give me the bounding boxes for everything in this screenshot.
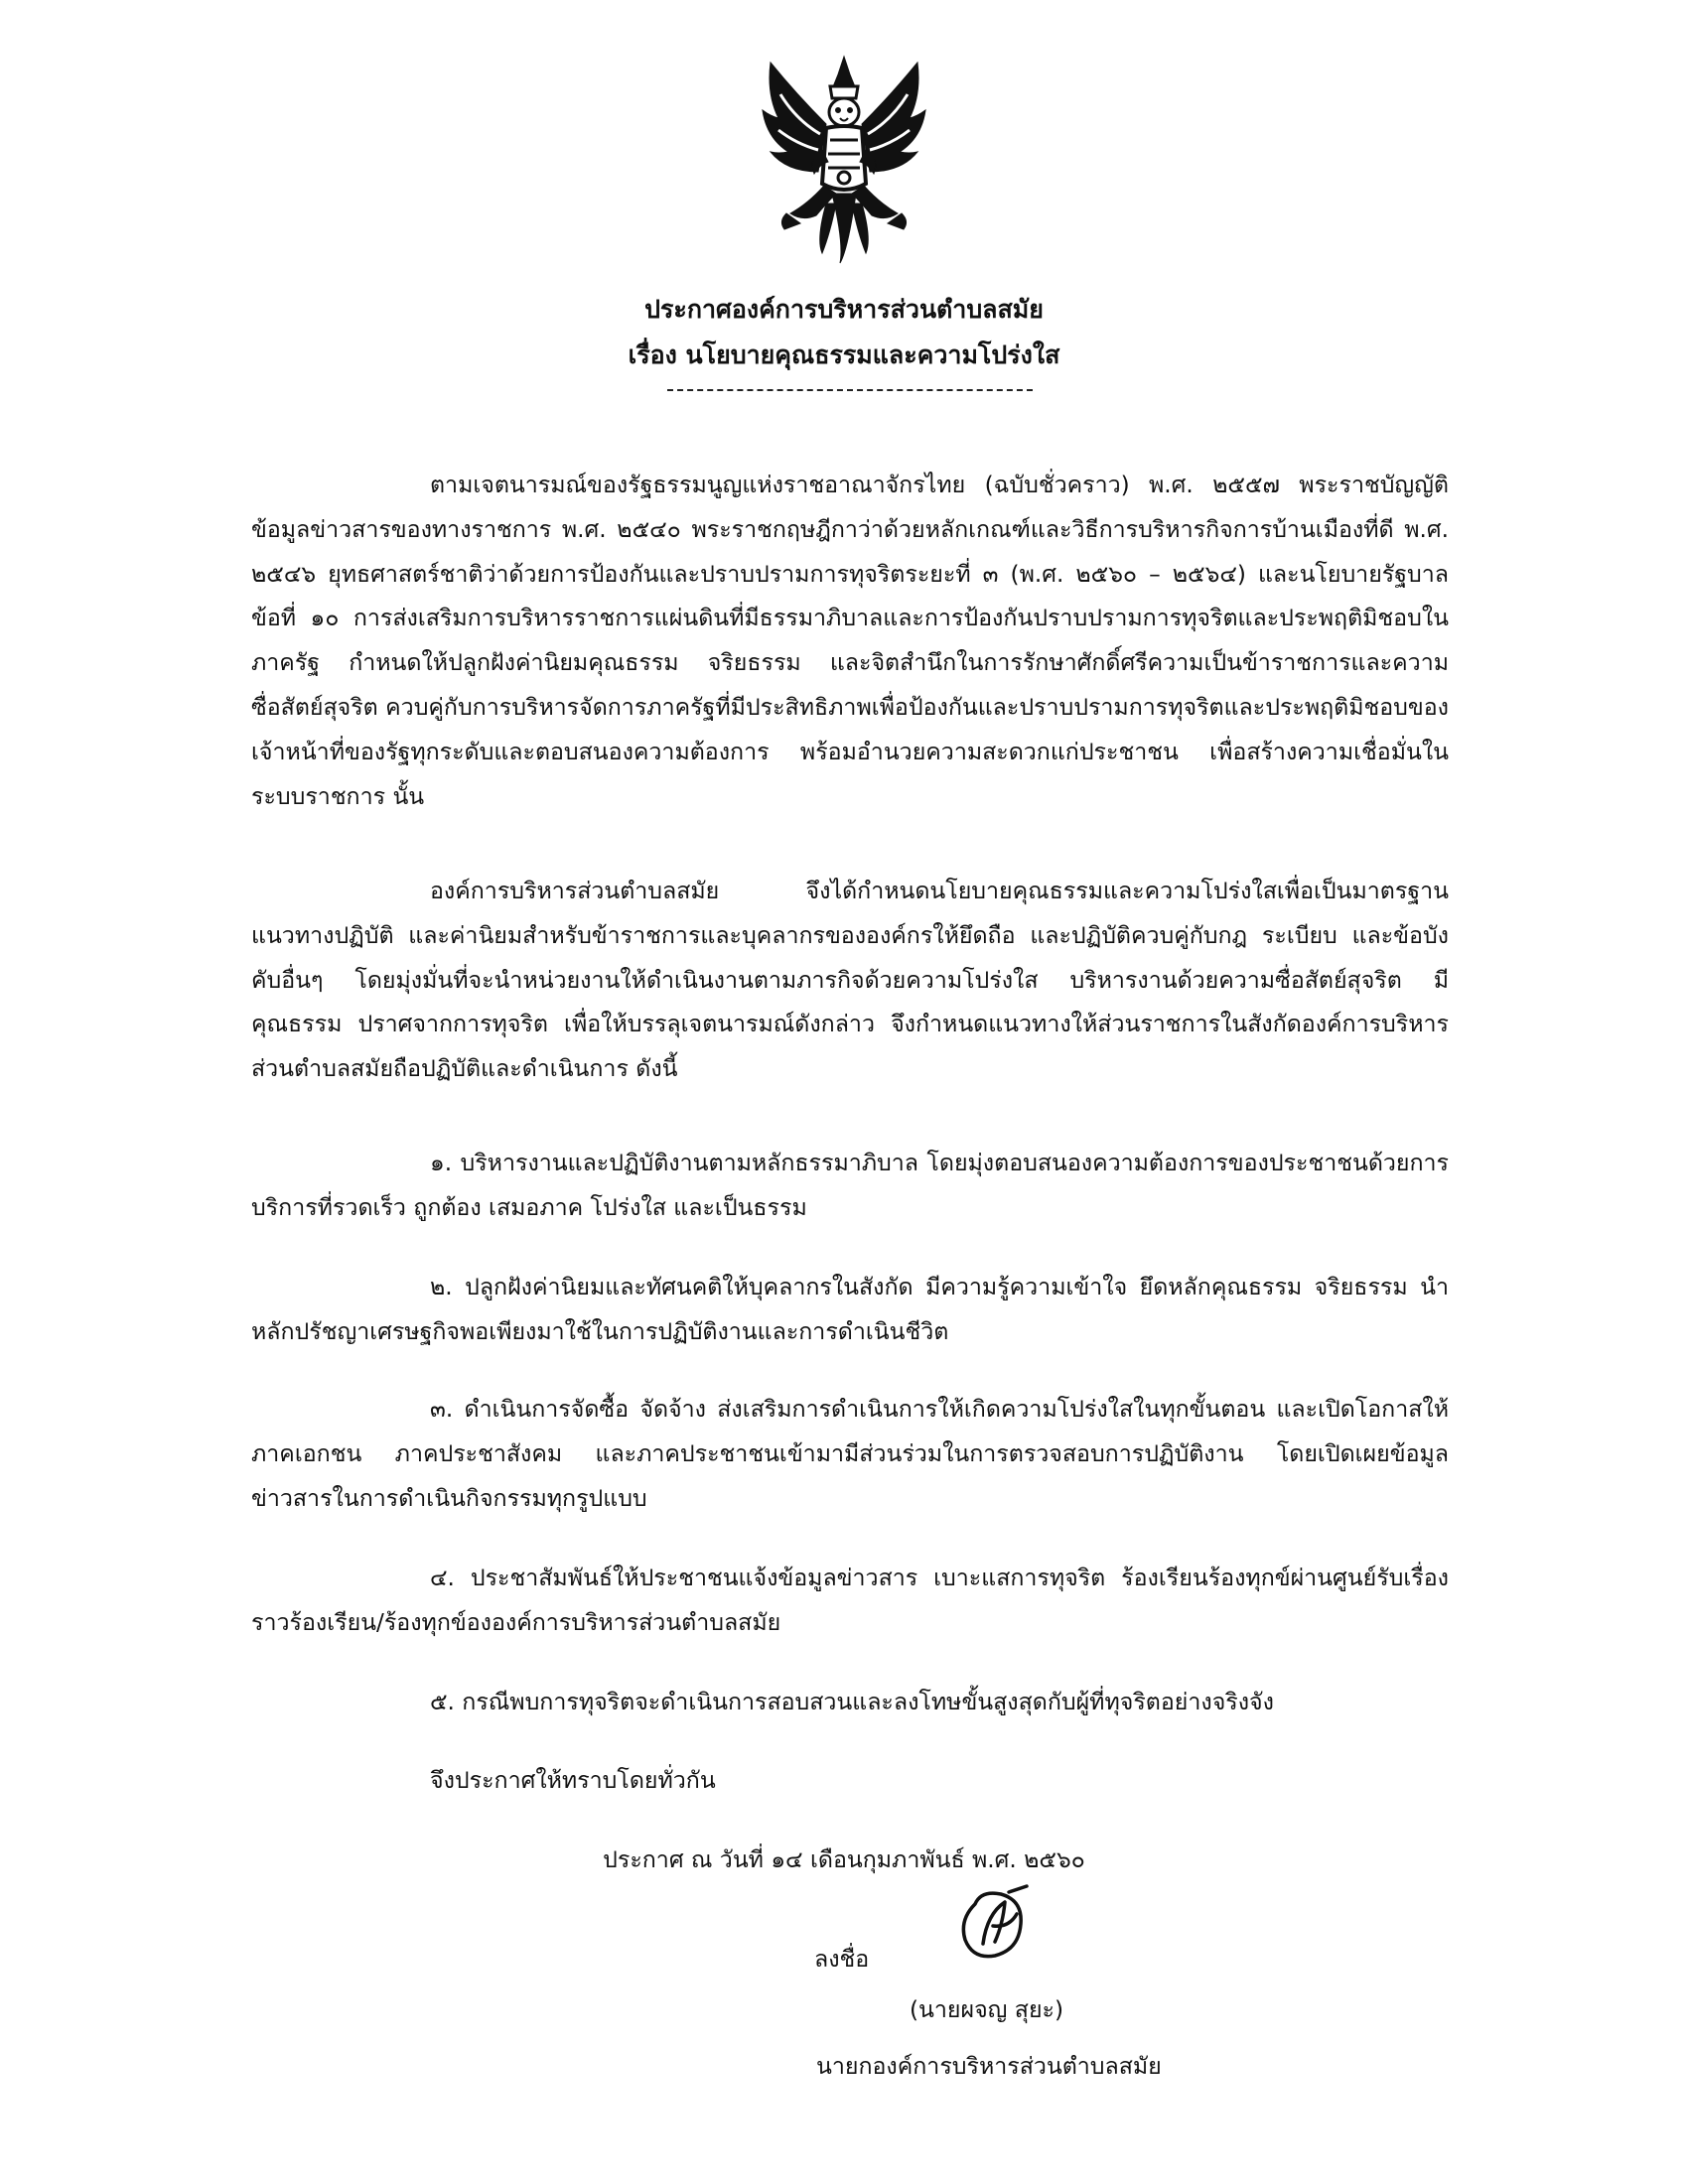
- signer-name: (นายผจญ สุยะ): [910, 1996, 1064, 2023]
- title-divider: [667, 389, 1033, 391]
- closing-statement: จึงประกาศให้ทราบโดยทั่วกัน: [430, 1767, 716, 1794]
- handwritten-signature-icon: [953, 1884, 1039, 1964]
- sign-label: ลงชื่อ: [814, 1946, 870, 1973]
- announcement-date: ประกาศ ณ วันที่ ๑๔ เดือนกุมภาพันธ์ พ.ศ. ๒๕๖๐: [603, 1846, 1085, 1873]
- policy-item: ๕. กรณีพบการทุจริตจะดำเนินการสอบสวนและลงโทษขั้นสูงสุดกับผู้ที่ทุจริตอย่างจริงจัง: [430, 1689, 1274, 1715]
- announcement-subject: เรื่อง นโยบายคุณธรรมและความโปร่งใส: [628, 341, 1060, 369]
- policy-item: ๑. บริหารงานและปฏิบัติงานตามหลักธรรมาภิบาล โดยมุ่งตอบสนองความต้องการของประชาชนด้วยการบริการที่รวดเร็ว ถูกต้อง เสมอภาค โปร่งใส และเป็นธรรม: [251, 1150, 1449, 1221]
- announcement-title: ประกาศองค์การบริหารส่วนตำบลสมัย: [644, 295, 1044, 324]
- policy-paragraph: องค์การบริหารส่วนตำบลสมัย จึงได้กำหนดนโยบายคุณธรรมและความโปร่งใสเพื่อเป็นมาตรฐาน แนวทางปฏิบัติ และค่านิยมสำหรับข้าราชการและบุคลากรขององค์กรให้ยึดถือ และปฏิบัติควบคู่กับกฎ ระเบียบ และข้อบังคับอื่นๆ โดยมุ่งมั่นที่จะนำหน่วยงานให้ดำเนินงานตามภารกิจด้วยความโปร่งใส บริหารงานด้วยความซื่อสัตย์สุจริต มีคุณธรรม ปราศจากการทุจริต เพื่อให้บรรลุเจตนารมณ์ดังกล่าว จึงกำหนดแนวทางให้ส่วนราชการในสังกัดองค์การบริหารส่วนตำบลสมัยถือปฏิบัติและดำเนินการ ดังนี้: [251, 878, 1449, 1083]
- policy-item: ๔. ประชาสัมพันธ์ให้ประชาชนแจ้งข้อมูลข่าวสาร เบาะแสการทุจริต ร้องเรียนร้องทุกข์ผ่านศูนย์รับเรื่องราวร้องเรียน/ร้องทุกข์ององค์การบริหารส่วนตำบลสมัย: [251, 1565, 1449, 1636]
- garuda-emblem-icon: [757, 55, 931, 265]
- policy-item: ๓. ดำเนินการจัดซื้อ จัดจ้าง ส่งเสริมการดำเนินการให้เกิดความโปร่งใสในทุกขั้นตอน และเปิดโอกาสให้ภาคเอกชน ภาคประชาสังคม และภาคประชาชนเข้ามามีส่วนร่วมในการตรวจสอบการปฏิบัติงาน โดยเปิดเผยข้อมูลข่าวสารในการดำเนินกิจกรรมทุกรูปแบบ: [251, 1396, 1449, 1512]
- policy-item: ๒. ปลูกฝังค่านิยมและทัศนคติให้บุคลากรในสังกัด มีความรู้ความเข้าใจ ยึดหลักคุณธรรม จริยธรรม นำหลักปรัชญาเศรษฐกิจพอเพียงมาใช้ในการปฏิบัติงานและการดำเนินชีวิต: [251, 1274, 1449, 1345]
- intro-paragraph: ตามเจตนารมณ์ของรัฐธรรมนูญแห่งราชอาณาจักรไทย (ฉบับชั่วคราว) พ.ศ. ๒๕๕๗ พระราชบัญญัติข้อมูลข่าวสารของทางราชการ พ.ศ. ๒๕๔๐ พระราชกฤษฎีกาว่าด้วยหลักเกณฑ์และวิธีการบริหารกิจการบ้านเมืองที่ดี พ.ศ. ๒๕๔๖ ยุทธศาสตร์ชาติว่าด้วยการป้องกันและปราบปรามการทุจริตระยะที่ ๓ (พ.ศ. ๒๕๖๐ – ๒๕๖๔) และนโยบายรัฐบาล ข้อที่ ๑๐ การส่งเสริมการบริหารราชการแผ่นดินที่มีธรรมาภิบาลและการป้องกันปราบปรามการทุจริตและประพฤติมิชอบในภาครัฐ กำหนดให้ปลูกฝังค่านิยมคุณธรรม จริยธรรม และจิตสำนึกในการรักษาศักดิ์ศรีความเป็นข้าราชการและความซื่อสัตย์สุจริต ควบคู่กับการบริหารจัดการภาครัฐที่มีประสิทธิภาพเพื่อป้องกันและปราบปรามการทุจริตและประพฤติมิชอบของเจ้าหน้าที่ของรัฐทุกระดับและตอบสนองความต้องการ พร้อมอำนวยความสะดวกแก่ประชาชน เพื่อสร้างความเชื่อมั่นในระบบราชการ นั้น: [251, 472, 1449, 810]
- signer-title: นายกองค์การบริหารส่วนตำบลสมัย: [816, 2053, 1162, 2080]
